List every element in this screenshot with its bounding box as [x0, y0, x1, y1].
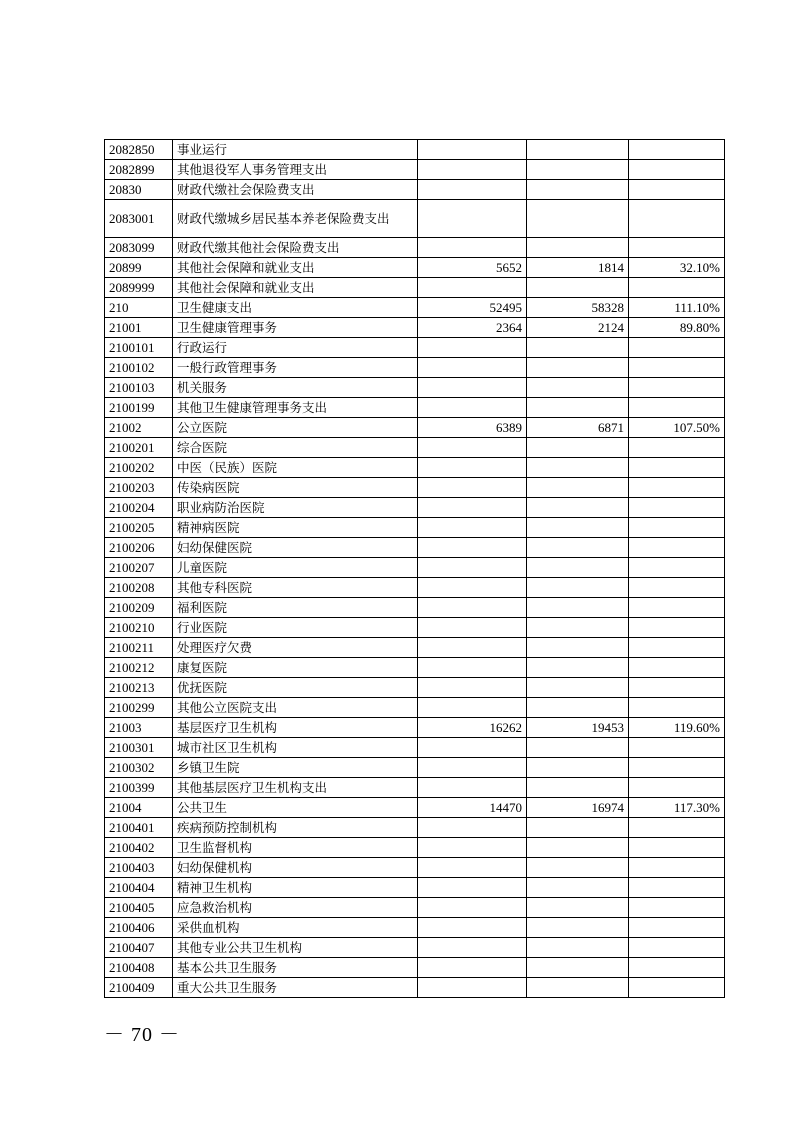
row-name: 优抚医院	[173, 678, 418, 698]
row-name: 事业运行	[173, 140, 418, 160]
row-value-1	[418, 578, 527, 598]
table-row	[105, 180, 725, 200]
row-value-1: 14470	[418, 798, 527, 818]
row-name: 处理医疗欠费	[173, 638, 418, 658]
row-value-3	[629, 558, 725, 578]
row-name: 福利医院	[173, 598, 418, 618]
row-value-3	[629, 678, 725, 698]
row-name: 公立医院	[173, 418, 418, 438]
row-value-2	[527, 558, 629, 578]
row-value-3	[629, 738, 725, 758]
row-code: 210	[105, 298, 173, 318]
row-code: 2100201	[105, 438, 173, 458]
row-name: 职业病防治医院	[173, 498, 418, 518]
table-row	[105, 578, 725, 598]
row-code: 21004	[105, 798, 173, 818]
row-code: 2100199	[105, 398, 173, 418]
row-value-1: 16262	[418, 718, 527, 738]
row-name: 其他基层医疗卫生机构支出	[173, 778, 418, 798]
row-value-3	[629, 278, 725, 298]
row-code: 2100206	[105, 538, 173, 558]
row-code: 2100213	[105, 678, 173, 698]
row-value-1	[418, 678, 527, 698]
row-value-1: 52495	[418, 298, 527, 318]
row-name: 财政代缴其他社会保险费支出	[173, 238, 418, 258]
table-row	[105, 498, 725, 518]
table-row	[105, 358, 725, 378]
table-row	[105, 518, 725, 538]
row-name: 其他社会保障和就业支出	[173, 258, 418, 278]
row-value-1	[418, 140, 527, 160]
row-value-2	[527, 238, 629, 258]
table-row	[105, 698, 725, 718]
row-value-3	[629, 498, 725, 518]
row-code: 2089999	[105, 278, 173, 298]
row-value-3	[629, 758, 725, 778]
row-code: 2082850	[105, 140, 173, 160]
row-code: 2100299	[105, 698, 173, 718]
table-row	[105, 538, 725, 558]
row-value-3: 117.30%	[629, 798, 725, 818]
row-code: 2100101	[105, 338, 173, 358]
row-value-3	[629, 378, 725, 398]
row-value-1: 6389	[418, 418, 527, 438]
row-value-3	[629, 958, 725, 978]
row-name: 卫生健康支出	[173, 298, 418, 318]
row-name: 其他公立医院支出	[173, 698, 418, 718]
row-value-3	[629, 358, 725, 378]
row-value-3	[629, 618, 725, 638]
table-row	[105, 238, 725, 258]
row-value-3	[629, 818, 725, 838]
table-row	[105, 898, 725, 918]
row-value-1	[418, 438, 527, 458]
row-value-1	[418, 338, 527, 358]
row-value-1	[418, 498, 527, 518]
row-value-3: 89.80%	[629, 318, 725, 338]
row-value-2	[527, 818, 629, 838]
row-value-2	[527, 658, 629, 678]
row-code: 2100403	[105, 858, 173, 878]
row-value-1	[418, 758, 527, 778]
row-name: 重大公共卫生服务	[173, 978, 418, 998]
table-row	[105, 738, 725, 758]
row-value-3	[629, 918, 725, 938]
table-row	[105, 160, 725, 180]
table-row	[105, 758, 725, 778]
row-value-2: 2124	[527, 318, 629, 338]
table-row	[105, 298, 725, 318]
row-value-1	[418, 878, 527, 898]
row-value-2	[527, 918, 629, 938]
row-name: 机关服务	[173, 378, 418, 398]
row-value-1: 5652	[418, 258, 527, 278]
row-value-1	[418, 838, 527, 858]
row-value-2	[527, 498, 629, 518]
row-code: 2083099	[105, 238, 173, 258]
table-row	[105, 558, 725, 578]
row-code: 2082899	[105, 160, 173, 180]
table-row	[105, 778, 725, 798]
row-value-1	[418, 538, 527, 558]
row-name: 公共卫生	[173, 798, 418, 818]
row-value-1	[418, 238, 527, 258]
row-value-2	[527, 898, 629, 918]
row-code: 2100212	[105, 658, 173, 678]
row-value-2	[527, 738, 629, 758]
row-value-3: 119.60%	[629, 718, 725, 738]
row-value-2	[527, 140, 629, 160]
row-code: 21003	[105, 718, 173, 738]
row-code: 2100401	[105, 818, 173, 838]
row-code: 2100203	[105, 478, 173, 498]
table-row	[105, 598, 725, 618]
table-row	[105, 438, 725, 458]
row-value-2	[527, 758, 629, 778]
row-value-3	[629, 638, 725, 658]
row-name: 基本公共卫生服务	[173, 958, 418, 978]
row-code: 2100405	[105, 898, 173, 918]
row-value-1	[418, 358, 527, 378]
row-value-1	[418, 378, 527, 398]
row-value-1	[418, 558, 527, 578]
row-code: 2100202	[105, 458, 173, 478]
table-row	[105, 838, 725, 858]
row-value-1	[418, 478, 527, 498]
row-name: 其他退役军人事务管理支出	[173, 160, 418, 180]
row-code: 2100102	[105, 358, 173, 378]
row-name: 基层医疗卫生机构	[173, 718, 418, 738]
table-row	[105, 398, 725, 418]
table-row	[105, 258, 725, 278]
row-code: 2100211	[105, 638, 173, 658]
table-row	[105, 378, 725, 398]
budget-table-body	[105, 140, 725, 998]
row-value-1	[418, 898, 527, 918]
row-name: 采供血机构	[173, 918, 418, 938]
row-value-1	[418, 778, 527, 798]
row-value-2	[527, 338, 629, 358]
row-value-2	[527, 978, 629, 998]
row-value-3	[629, 338, 725, 358]
row-value-1	[418, 160, 527, 180]
table-row	[105, 858, 725, 878]
row-name: 其他卫生健康管理事务支出	[173, 398, 418, 418]
row-value-2	[527, 858, 629, 878]
row-value-1	[418, 458, 527, 478]
row-code: 2100205	[105, 518, 173, 538]
row-value-1	[418, 658, 527, 678]
row-name: 卫生健康管理事务	[173, 318, 418, 338]
row-value-2	[527, 678, 629, 698]
row-value-3: 111.10%	[629, 298, 725, 318]
row-value-3: 107.50%	[629, 418, 725, 438]
row-value-1	[418, 698, 527, 718]
row-value-2	[527, 278, 629, 298]
row-value-3	[629, 180, 725, 200]
row-value-1	[418, 200, 527, 238]
row-name: 中医（民族）医院	[173, 458, 418, 478]
row-value-2: 19453	[527, 718, 629, 738]
row-value-3: 32.10%	[629, 258, 725, 278]
row-value-1	[418, 918, 527, 938]
row-value-3	[629, 238, 725, 258]
table-row	[105, 938, 725, 958]
row-value-1	[418, 858, 527, 878]
row-value-3	[629, 778, 725, 798]
table-row	[105, 338, 725, 358]
row-name: 其他社会保障和就业支出	[173, 278, 418, 298]
row-name: 财政代缴城乡居民基本养老保险费支出	[173, 200, 418, 238]
table-row	[105, 958, 725, 978]
row-value-1	[418, 398, 527, 418]
row-value-2	[527, 398, 629, 418]
row-value-3	[629, 578, 725, 598]
row-value-1	[418, 978, 527, 998]
row-name: 妇幼保健医院	[173, 538, 418, 558]
budget-table	[104, 139, 725, 998]
row-value-1	[418, 598, 527, 618]
row-value-2	[527, 618, 629, 638]
row-value-1	[418, 738, 527, 758]
row-value-1	[418, 938, 527, 958]
row-value-2	[527, 160, 629, 180]
row-value-1	[418, 958, 527, 978]
row-name: 儿童医院	[173, 558, 418, 578]
row-value-2: 1814	[527, 258, 629, 278]
table-row	[105, 878, 725, 898]
row-code: 2100407	[105, 938, 173, 958]
table-row	[105, 658, 725, 678]
row-name: 其他专业公共卫生机构	[173, 938, 418, 958]
table-row	[105, 678, 725, 698]
row-value-2: 16974	[527, 798, 629, 818]
row-value-1	[418, 518, 527, 538]
row-code: 20899	[105, 258, 173, 278]
row-value-3	[629, 458, 725, 478]
row-code: 2100207	[105, 558, 173, 578]
row-code: 21002	[105, 418, 173, 438]
table-row	[105, 140, 725, 160]
row-name: 行业医院	[173, 618, 418, 638]
row-value-2	[527, 538, 629, 558]
row-value-2	[527, 578, 629, 598]
table-row	[105, 618, 725, 638]
row-name: 城市社区卫生机构	[173, 738, 418, 758]
row-value-1	[418, 618, 527, 638]
row-value-3	[629, 698, 725, 718]
table-row	[105, 458, 725, 478]
table-row	[105, 478, 725, 498]
table-row	[105, 318, 725, 338]
row-name: 其他专科医院	[173, 578, 418, 598]
table-row	[105, 638, 725, 658]
row-value-3	[629, 898, 725, 918]
row-value-1	[418, 818, 527, 838]
row-value-1	[418, 180, 527, 200]
table-row	[105, 418, 725, 438]
row-value-2	[527, 518, 629, 538]
row-value-3	[629, 398, 725, 418]
row-code: 2083001	[105, 200, 173, 238]
row-value-3	[629, 658, 725, 678]
table-row	[105, 200, 725, 238]
table-row	[105, 918, 725, 938]
row-code: 2100209	[105, 598, 173, 618]
row-name: 应急救治机构	[173, 898, 418, 918]
row-value-2	[527, 378, 629, 398]
table-row	[105, 818, 725, 838]
row-code: 2100103	[105, 378, 173, 398]
page-number: － 70 －	[104, 1024, 180, 1046]
row-name: 一般行政管理事务	[173, 358, 418, 378]
row-name: 卫生监督机构	[173, 838, 418, 858]
row-value-2	[527, 200, 629, 238]
row-value-3	[629, 938, 725, 958]
row-code: 2100204	[105, 498, 173, 518]
table-row	[105, 278, 725, 298]
row-value-3	[629, 598, 725, 618]
row-value-2	[527, 878, 629, 898]
row-value-3	[629, 858, 725, 878]
row-code: 2100408	[105, 958, 173, 978]
row-value-2	[527, 438, 629, 458]
row-value-2	[527, 958, 629, 978]
row-code: 21001	[105, 318, 173, 338]
row-code: 2100404	[105, 878, 173, 898]
row-value-3	[629, 838, 725, 858]
row-code: 2100399	[105, 778, 173, 798]
row-code: 20830	[105, 180, 173, 200]
row-value-3	[629, 438, 725, 458]
row-value-2	[527, 598, 629, 618]
row-code: 2100406	[105, 918, 173, 938]
row-name: 行政运行	[173, 338, 418, 358]
row-name: 疾病预防控制机构	[173, 818, 418, 838]
table-row	[105, 718, 725, 738]
row-name: 综合医院	[173, 438, 418, 458]
row-value-3	[629, 478, 725, 498]
row-name: 精神病医院	[173, 518, 418, 538]
row-value-2	[527, 638, 629, 658]
row-value-2	[527, 838, 629, 858]
row-value-2	[527, 478, 629, 498]
row-value-1	[418, 638, 527, 658]
row-value-2: 58328	[527, 298, 629, 318]
row-value-2	[527, 458, 629, 478]
row-code: 2100402	[105, 838, 173, 858]
row-name: 乡镇卫生院	[173, 758, 418, 778]
row-value-3	[629, 160, 725, 180]
row-code: 2100409	[105, 978, 173, 998]
row-value-3	[629, 140, 725, 160]
row-code: 2100302	[105, 758, 173, 778]
row-value-2: 6871	[527, 418, 629, 438]
row-code: 2100301	[105, 738, 173, 758]
row-code: 2100210	[105, 618, 173, 638]
row-value-2	[527, 778, 629, 798]
row-value-2	[527, 180, 629, 200]
row-value-3	[629, 878, 725, 898]
row-name: 财政代缴社会保险费支出	[173, 180, 418, 200]
row-value-2	[527, 698, 629, 718]
row-name: 妇幼保健机构	[173, 858, 418, 878]
row-code: 2100208	[105, 578, 173, 598]
table-row	[105, 978, 725, 998]
row-name: 康复医院	[173, 658, 418, 678]
row-name: 传染病医院	[173, 478, 418, 498]
row-value-1: 2364	[418, 318, 527, 338]
row-value-2	[527, 358, 629, 378]
row-value-3	[629, 200, 725, 238]
row-value-3	[629, 538, 725, 558]
row-value-1	[418, 278, 527, 298]
row-value-2	[527, 938, 629, 958]
table-row	[105, 798, 725, 818]
row-value-3	[629, 978, 725, 998]
row-name: 精神卫生机构	[173, 878, 418, 898]
row-value-3	[629, 518, 725, 538]
